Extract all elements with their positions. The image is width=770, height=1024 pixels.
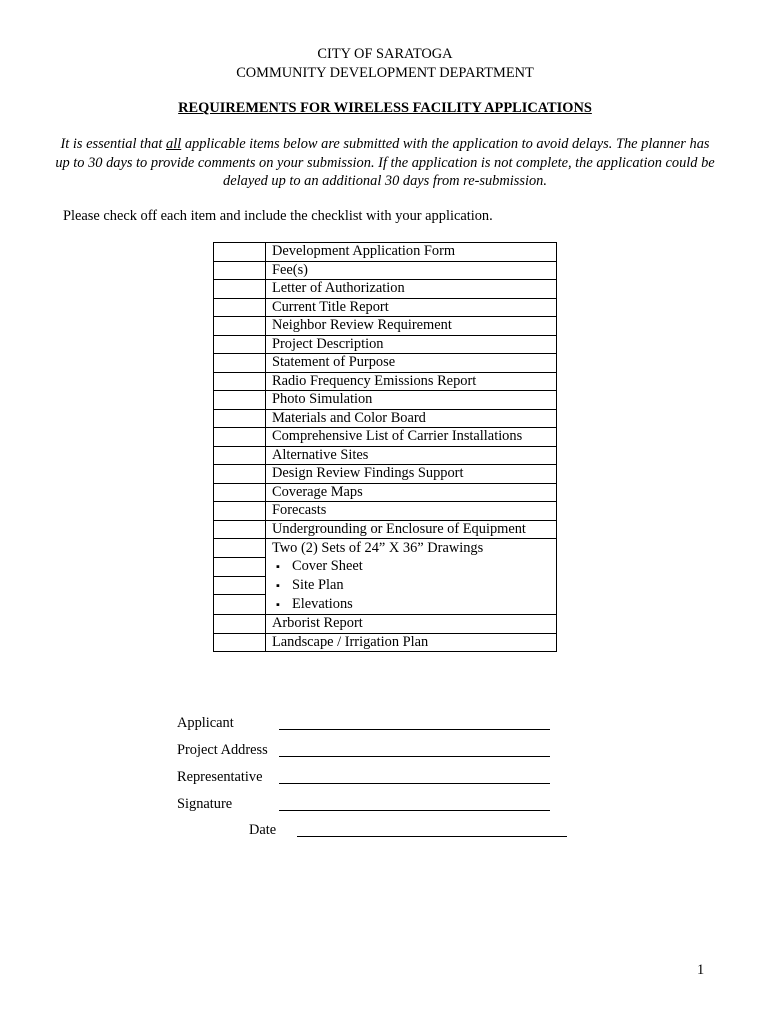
checklist-item-label: Project Description bbox=[266, 335, 557, 354]
checklist-row bbox=[214, 261, 557, 280]
checkbox-cell[interactable] bbox=[214, 243, 266, 262]
checklist-item-label: Forecasts bbox=[266, 502, 557, 521]
checkbox-cell[interactable] bbox=[214, 502, 266, 521]
drawings-subitem bbox=[276, 557, 556, 576]
checklist-row bbox=[214, 446, 557, 465]
instruction-text: Please check off each item and include the checklist with your application. bbox=[63, 208, 493, 224]
checklist-row bbox=[214, 280, 557, 299]
checklist-item-label: Coverage Maps bbox=[266, 483, 557, 502]
checklist-item-label: Statement of Purpose bbox=[266, 354, 557, 373]
checklist-row-drawings bbox=[214, 539, 557, 615]
intro-text-before: It is essential that bbox=[60, 136, 167, 152]
checkbox-cell[interactable] bbox=[214, 354, 266, 373]
checklist-item-label: Materials and Color Board bbox=[266, 409, 557, 428]
checkbox-cell[interactable] bbox=[214, 335, 266, 354]
checkbox-cell-group bbox=[214, 539, 266, 615]
checkbox-cell[interactable] bbox=[214, 372, 266, 391]
checklist-row bbox=[214, 317, 557, 336]
date-field[interactable] bbox=[297, 836, 567, 837]
drawings-subitem-label: Site Plan bbox=[292, 577, 344, 593]
checkbox-cell[interactable] bbox=[214, 465, 266, 484]
checklist-row bbox=[214, 483, 557, 502]
checklist-row bbox=[214, 298, 557, 317]
checklist-item-label: Development Application Form bbox=[266, 243, 557, 262]
checklist-row bbox=[214, 335, 557, 354]
checkbox-cell[interactable] bbox=[214, 391, 266, 410]
checklist-item-label: Undergrounding or Enclosure of Equipment bbox=[266, 520, 557, 539]
checkbox-cell[interactable] bbox=[214, 615, 266, 634]
drawings-subitem bbox=[276, 595, 556, 614]
drawings-subitem bbox=[276, 576, 556, 595]
checkbox-subcell[interactable] bbox=[214, 539, 265, 558]
checklist-item-label: Photo Simulation bbox=[266, 391, 557, 410]
checklist-row bbox=[214, 615, 557, 634]
intro-underlined-word: all bbox=[166, 136, 182, 152]
applicant-field[interactable] bbox=[279, 729, 550, 730]
checkbox-cell[interactable] bbox=[214, 280, 266, 299]
checklist-row bbox=[214, 409, 557, 428]
checkbox-cell[interactable] bbox=[214, 446, 266, 465]
checkbox-cell[interactable] bbox=[214, 520, 266, 539]
page-number: 1 bbox=[697, 962, 705, 978]
checkbox-subcell[interactable] bbox=[214, 577, 265, 596]
checklist-item-label: Landscape / Irrigation Plan bbox=[266, 633, 557, 652]
project-address-field[interactable] bbox=[279, 756, 550, 757]
checkbox-cell[interactable] bbox=[214, 409, 266, 428]
checkbox-cell[interactable] bbox=[214, 633, 266, 652]
checklist-row bbox=[214, 465, 557, 484]
checkbox-cell[interactable] bbox=[214, 317, 266, 336]
checklist-row bbox=[214, 354, 557, 373]
project-address-label: Project Address bbox=[177, 742, 268, 758]
checklist-row bbox=[214, 520, 557, 539]
checklist-item-label: Letter of Authorization bbox=[266, 280, 557, 299]
checklist-row bbox=[214, 428, 557, 447]
checklist-item-label: Radio Frequency Emissions Report bbox=[266, 372, 557, 391]
checklist-item-label: Neighbor Review Requirement bbox=[266, 317, 557, 336]
signature-label: Signature bbox=[177, 796, 233, 812]
drawings-subitem-label: Elevations bbox=[292, 596, 353, 612]
checklist-item-label: Alternative Sites bbox=[266, 446, 557, 465]
checkbox-cell[interactable] bbox=[214, 261, 266, 280]
intro-paragraph bbox=[52, 135, 718, 191]
department-name: COMMUNITY DEVELOPMENT DEPARTMENT bbox=[236, 65, 534, 81]
checklist-item-label: Comprehensive List of Carrier Installations bbox=[266, 428, 557, 447]
checklist-item-label: Design Review Findings Support bbox=[266, 465, 557, 484]
checklist-item-label: Arborist Report bbox=[266, 615, 557, 634]
drawings-sublist bbox=[272, 557, 556, 614]
checklist-row bbox=[214, 391, 557, 410]
checklist-row bbox=[214, 502, 557, 521]
drawings-label: Two (2) Sets of 24” X 36” Drawings bbox=[272, 540, 484, 556]
drawings-subitem-label: Cover Sheet bbox=[292, 558, 363, 574]
applicant-label: Applicant bbox=[177, 715, 234, 731]
checkbox-cell[interactable] bbox=[214, 483, 266, 502]
checkbox-subcell[interactable] bbox=[214, 558, 265, 577]
page-title: REQUIREMENTS FOR WIRELESS FACILITY APPLICATIONS bbox=[178, 100, 592, 116]
representative-label: Representative bbox=[177, 769, 263, 785]
checklist-row bbox=[214, 633, 557, 652]
checklist-item-label: Current Title Report bbox=[266, 298, 557, 317]
checkbox-subcell[interactable] bbox=[214, 595, 265, 613]
checklist-row bbox=[214, 372, 557, 391]
drawings-item bbox=[266, 539, 557, 615]
requirements-checklist bbox=[213, 242, 557, 652]
checkbox-cell[interactable] bbox=[214, 298, 266, 317]
checklist-item-label: Fee(s) bbox=[266, 261, 557, 280]
signature-field[interactable] bbox=[279, 810, 550, 811]
department-city: CITY OF SARATOGA bbox=[317, 46, 453, 62]
date-label: Date bbox=[249, 822, 277, 838]
intro-text-after: applicable items below are submitted with the application to avoid delays. The planner has up to 30 days to provide comments on your submission. If the application is not complete, the application could be delayed up to an additional 30 days from re-submission. bbox=[55, 136, 715, 189]
checkbox-cell[interactable] bbox=[214, 428, 266, 447]
representative-field[interactable] bbox=[279, 783, 550, 784]
checklist-row bbox=[214, 243, 557, 262]
